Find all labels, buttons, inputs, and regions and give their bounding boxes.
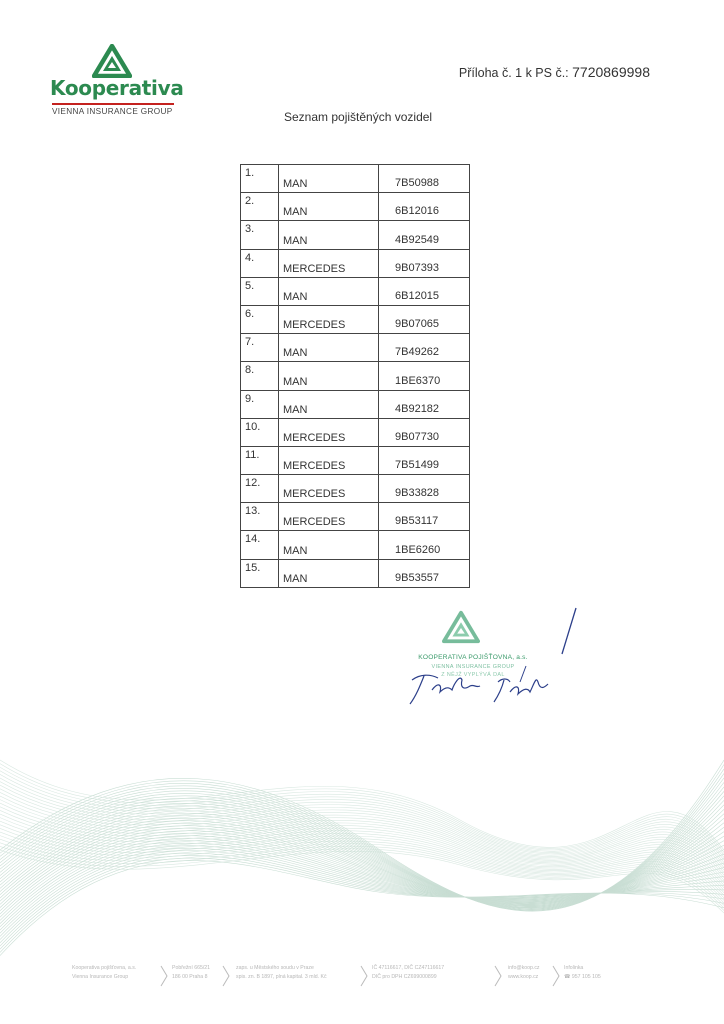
row-index: 11. — [241, 446, 279, 474]
vehicle-plate: 9B07065 — [379, 305, 470, 333]
row-index: 13. — [241, 503, 279, 531]
footer-chevron-icon — [360, 965, 368, 987]
vehicle-plate: 1BE6370 — [379, 362, 470, 390]
handwritten-signature — [398, 604, 588, 714]
vehicle-plate: 7B49262 — [379, 334, 470, 362]
stamp-extra-text: Z NĚJŽ VYPLÝVÁ DAL — [441, 672, 505, 678]
vehicle-make: MAN — [279, 221, 379, 249]
vehicle-plate: 7B50988 — [379, 165, 470, 193]
vehicle-table — [240, 164, 470, 588]
footer-website[interactable]: www.koop.cz — [508, 974, 539, 980]
vehicle-make: MERCEDES — [279, 305, 379, 333]
footer-address — [172, 964, 210, 982]
footer-chevron-icon — [494, 965, 502, 987]
table-row — [241, 475, 470, 503]
vehicle-make: MERCEDES — [279, 475, 379, 503]
table-row — [241, 305, 470, 333]
footer-company-name: Kooperativa pojišťovna, a.s. — [72, 965, 137, 971]
annex-label: Příloha č. 1 k PS č.: — [458, 66, 569, 80]
table-row — [241, 531, 470, 559]
footer-court: zaps. u Městského soudu v Praze — [236, 965, 314, 971]
footer-chevron-icon — [160, 965, 168, 987]
wave-line — [0, 823, 724, 907]
table-row — [241, 249, 470, 277]
vehicle-plate: 9B53557 — [379, 559, 470, 587]
vehicle-plate: 9B07730 — [379, 418, 470, 446]
vehicle-plate: 9B33828 — [379, 475, 470, 503]
vehicle-make: MERCEDES — [279, 249, 379, 277]
vehicle-plate: 6B12015 — [379, 277, 470, 305]
footer-hotline — [564, 964, 601, 982]
row-index: 15. — [241, 559, 279, 587]
vehicle-make: MAN — [279, 334, 379, 362]
footer-email[interactable]: info@koop.cz — [508, 965, 540, 971]
vehicle-make: MERCEDES — [279, 503, 379, 531]
annex-number: 7720869998 — [572, 64, 650, 80]
vehicle-plate: 9B53117 — [379, 503, 470, 531]
row-index: 5. — [241, 277, 279, 305]
vehicle-make: MAN — [279, 531, 379, 559]
table-row — [241, 221, 470, 249]
footer-chevron-icon — [222, 965, 230, 987]
row-index: 9. — [241, 390, 279, 418]
vehicle-plate: 6B12016 — [379, 193, 470, 221]
table-row — [241, 446, 470, 474]
footer-chevron-icon — [552, 965, 560, 987]
vehicle-plate: 7B51499 — [379, 446, 470, 474]
vehicle-make: MAN — [279, 277, 379, 305]
table-row — [241, 418, 470, 446]
row-index: 2. — [241, 193, 279, 221]
logo-subtitle: VIENNA INSURANCE GROUP — [52, 107, 173, 116]
table-row — [241, 362, 470, 390]
vehicle-plate: 9B07393 — [379, 249, 470, 277]
decorative-wave-background — [0, 700, 724, 960]
vehicle-make: MAN — [279, 193, 379, 221]
stamp-company-name: KOOPERATIVA POJIŠŤOVNA, a.s. — [418, 654, 528, 661]
table-row — [241, 503, 470, 531]
footer-street: Pobřežní 665/21 — [172, 965, 211, 971]
logo-divider — [52, 103, 174, 105]
table-row — [241, 165, 470, 193]
page-footer — [0, 964, 724, 990]
vehicle-make: MERCEDES — [279, 418, 379, 446]
footer-company — [72, 964, 136, 982]
row-index: 10. — [241, 418, 279, 446]
table-row — [241, 334, 470, 362]
table-row — [241, 277, 470, 305]
footer-file-number: spis. zn. B 1897, plná kapital. 3 mld. Kč — [236, 974, 327, 980]
footer-registration — [236, 964, 327, 982]
footer-dic: DIČ pro DPH CZ699000899 — [372, 974, 437, 980]
footer-hotline-label: Infolinka — [564, 965, 584, 971]
vehicle-make: MAN — [279, 390, 379, 418]
table-row — [241, 193, 470, 221]
vehicle-make: MERCEDES — [279, 446, 379, 474]
footer-tax-ids — [372, 964, 444, 982]
footer-ico: IČ 47116617, DIČ CZ47116617 — [372, 965, 445, 971]
vehicle-plate: 1BE6260 — [379, 531, 470, 559]
vehicle-plate: 4B92182 — [379, 390, 470, 418]
row-index: 7. — [241, 334, 279, 362]
row-index: 12. — [241, 475, 279, 503]
vehicle-make: MAN — [279, 165, 379, 193]
document-title: Seznam pojištěných vozidel — [284, 110, 433, 124]
table-row — [241, 390, 470, 418]
row-index: 8. — [241, 362, 279, 390]
vehicle-plate: 4B92549 — [379, 221, 470, 249]
row-index: 4. — [241, 249, 279, 277]
wave-line — [0, 861, 724, 956]
vehicle-table-body — [241, 165, 470, 588]
footer-city: 186 00 Praha 8 — [172, 974, 208, 980]
row-index: 3. — [241, 221, 279, 249]
row-index: 14. — [241, 531, 279, 559]
table-row — [241, 559, 470, 587]
vehicle-make: MAN — [279, 362, 379, 390]
row-index: 1. — [241, 165, 279, 193]
annex-reference — [459, 64, 650, 80]
wave-line — [0, 853, 724, 946]
footer-hotline-number: ☎ 957 105 105 — [564, 974, 601, 980]
footer-company-group: Vienna Insurance Group — [72, 974, 129, 980]
stamp-group-name: VIENNA INSURANCE GROUP — [431, 664, 515, 670]
kooperativa-triangle-icon — [92, 44, 132, 78]
row-index: 6. — [241, 305, 279, 333]
vehicle-make: MAN — [279, 559, 379, 587]
logo-wordmark: Kooperativa — [50, 76, 184, 100]
footer-contact — [508, 964, 540, 982]
